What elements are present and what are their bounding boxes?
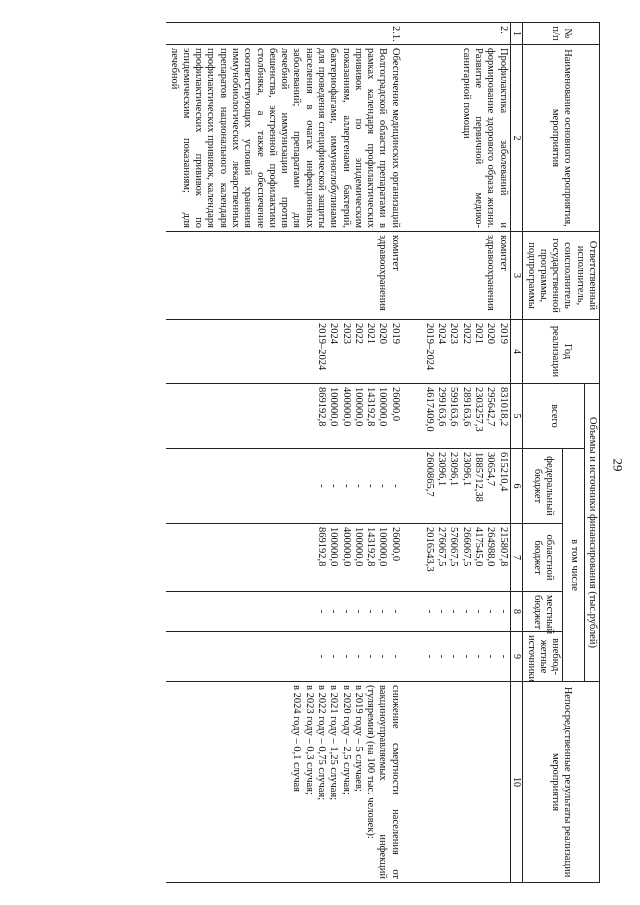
- header-including: в том числе: [563, 449, 585, 682]
- header-total: всего: [523, 384, 584, 449]
- financing-table: [166, 22, 600, 883]
- federal-values: - - - - - - -: [166, 449, 401, 524]
- column-number: 4: [510, 320, 523, 384]
- federal-values: 615210,4 30654,7 1885712,38 23096,1 23096,1 23096,1 2600865,7: [422, 449, 510, 524]
- local-values: - - - - - - -: [166, 592, 401, 632]
- header-responsible: Ответственный исполнитель, соисполнитель государственной программы, подпрограммы: [523, 232, 600, 320]
- table-row: [166, 23, 401, 883]
- responsible-executor: комитет здравоохранения: [422, 232, 510, 320]
- header-results: Непосредственные результаты реализации мероприятия: [523, 682, 600, 883]
- years-list: 2019 2020 2021 2022 2023 2024 2019–2024: [166, 320, 401, 384]
- column-number: 10: [510, 682, 523, 883]
- header-name: Наименование основного мероприятия, мероприятия: [523, 45, 600, 232]
- result-text: снижение смертности населения от вакциноуправляемых инфекций (туляремия) (на 100 тыс. человек): в 2019 году – 5 случаев; в 2020 году – 2,5 случая; в 2021 году – 1,25 случая; в 2022 году – 0,75 случая; в 2023 году – 0,3 случая; в 2024 году – 0,1 случая: [166, 682, 401, 883]
- header-extra: внебюд-жетные источники: [523, 632, 563, 682]
- header-num: № п/п: [523, 23, 600, 45]
- column-number: 7: [510, 524, 523, 592]
- column-number: 3: [510, 232, 523, 320]
- page-number: 29: [610, 458, 626, 472]
- column-number: 2: [510, 45, 523, 232]
- rotated-table-sheet: [0, 22, 600, 882]
- extra-values: - - - - - - -: [422, 632, 510, 682]
- extra-values: - - - - - - -: [166, 632, 401, 682]
- header-regional: областной бюджет: [523, 524, 563, 592]
- header-federal: федеральный бюджет: [523, 449, 563, 524]
- header-finance-group: Объемы и источники финансирования (тыс.рублей): [584, 384, 599, 682]
- local-values: - - - - - - -: [422, 592, 510, 632]
- responsible-executor: комитет здравоохранения: [166, 232, 401, 320]
- row-spacer: [402, 23, 422, 883]
- total-values: 26000,0 100000,0 143192,8 100000,0 400000,0 100000,0 869192,8: [166, 384, 401, 449]
- total-values: 831018,2 295642,7 2303257,3 289163,6 599163,6 299163,6 4617409,0: [422, 384, 510, 449]
- measure-name: Профилактика заболеваний и формирование здорового образа жизни. Развитие первичной медико-санитарной помощи: [422, 45, 510, 232]
- regional-values: 26000,0 100000,0 143192,8 100000,0 400000,0 100000,0 869192,8: [166, 524, 401, 592]
- result-text: [422, 682, 510, 883]
- column-number: 8: [510, 592, 523, 632]
- column-number: 5: [510, 384, 523, 449]
- measure-name: Обеспечение медицинских организаций Волгоградской области препаратами в рамках календаря профилактических прививок по эпидемическим показаниям, аллергенами бактерий, бактериофагами, иммуноглобулинами для проведения специфической защиты населения в очагах инфекционных заболеваний; препаратами для лечебной иммунизации против бешенства, экстренной профилактики столбняка, а также обеспечение соответствующих условий хранения иммунобиологических лекарственных препаратов национального календаря профилактических прививок, календаря профилактических прививок по эпидемическим показаниям; для лечебной: [166, 45, 401, 232]
- column-number: 6: [510, 449, 523, 524]
- row-number: 2.1.: [166, 23, 401, 45]
- table-row: [422, 23, 510, 883]
- header-year: Год реализации: [523, 320, 600, 384]
- header-local: местный бюджет: [523, 592, 563, 632]
- column-number: 1: [510, 23, 523, 45]
- regional-values: 215807,8 264988,0 417545,0 266067,5 576067,5 276067,5 2016543,3: [422, 524, 510, 592]
- row-number: 2.: [422, 23, 510, 45]
- column-number: 9: [510, 632, 523, 682]
- years-list: 2019 2020 2021 2022 2023 2024 2019–2024: [422, 320, 510, 384]
